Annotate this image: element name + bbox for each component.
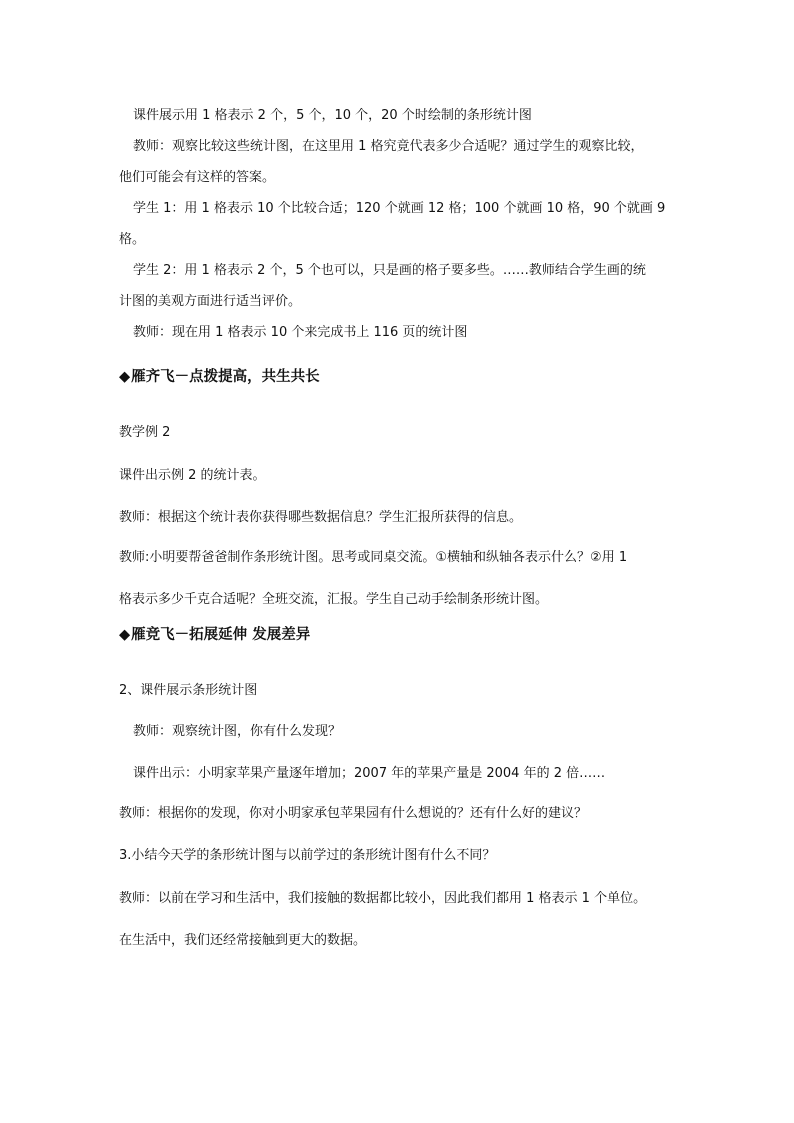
section-heading-2-text: 雁竞飞－拓展延伸 发展差异: [131, 627, 311, 643]
paragraph-teacher-suggestion: 教师：根据你的发现，你对小明家承包苹果园有什么想说的？还有什么好的建议？: [119, 806, 588, 821]
paragraph-teacher-data-info: 教师：根据这个统计表你获得哪些数据信息？学生汇报所获得的信息。: [119, 510, 523, 525]
paragraph-summary: 3.小结今天学的条形统计图与以前学过的条形统计图有什么不同？: [119, 848, 496, 863]
paragraph-courseware-bar-chart: 2、课件展示条形统计图: [119, 683, 258, 698]
paragraph-courseware-table: 课件出示例 2 的统计表。: [119, 468, 266, 483]
paragraph-courseware-display: 课件展示用 1 格表示 2 个，5 个，10 个，20 个时绘制的条形统计图: [133, 108, 532, 123]
section-heading-2: [119, 626, 310, 644]
paragraph-teacher-xiaoming-line-2: 格表示多少千克合适呢？全班交流，汇报。学生自己动手绘制条形统计图。: [119, 592, 549, 607]
paragraph-student-1-line-1: 学生 1：用 1 格表示 10 个比较合适；120 个就画 12 格；100 个就画 10 格，90 个就画 9: [133, 201, 666, 216]
diamond-bullet-icon: ◆: [119, 369, 131, 385]
paragraph-courseware-apple-output: 课件出示：小明家苹果产量逐年增加；2007 年的苹果产量是 2004 年的 2 倍……: [133, 766, 606, 781]
paragraph-teacher-observe-chart: 教师：观察统计图，你有什么发现？: [133, 724, 342, 739]
paragraph-example-2: 教学例 2: [119, 425, 171, 440]
paragraph-teacher-observe-line-1: 教师：观察比较这些统计图，在这里用 1 格究竟代表多少合适呢？通过学生的观察比较，: [133, 139, 644, 154]
paragraph-teacher-xiaoming-line-1: 教师:小明要帮爸爸制作条形统计图。思考或同桌交流。①横轴和纵轴各表示什么？②用 1: [119, 550, 628, 565]
paragraph-student-1-line-2: 格。: [119, 232, 146, 247]
section-heading-1-text: 雁齐飞－点拨提高，共生共长: [131, 369, 320, 385]
paragraph-teacher-observe-line-2: 他们可能会有这样的答案。: [119, 170, 276, 185]
paragraph-teacher-units-line-2: 在生活中，我们还经常接触到更大的数据。: [119, 933, 367, 948]
diamond-bullet-icon: ◆: [119, 627, 131, 643]
section-heading-1: [119, 368, 320, 386]
paragraph-teacher-units-line-1: 教师：以前在学习和生活中，我们接触的数据都比较小，因此我们都用 1 格表示 1 个单位。: [119, 891, 647, 906]
paragraph-teacher-complete-chart: 教师：现在用 1 格表示 10 个来完成书上 116 页的统计图: [133, 325, 468, 340]
paragraph-student-2-line-2: 计图的美观方面进行适当评价。: [119, 294, 302, 309]
paragraph-student-2-line-1: 学生 2：用 1 格表示 2 个，5 个也可以，只是画的格子要多些。……教师结合学生画的统: [133, 263, 646, 278]
